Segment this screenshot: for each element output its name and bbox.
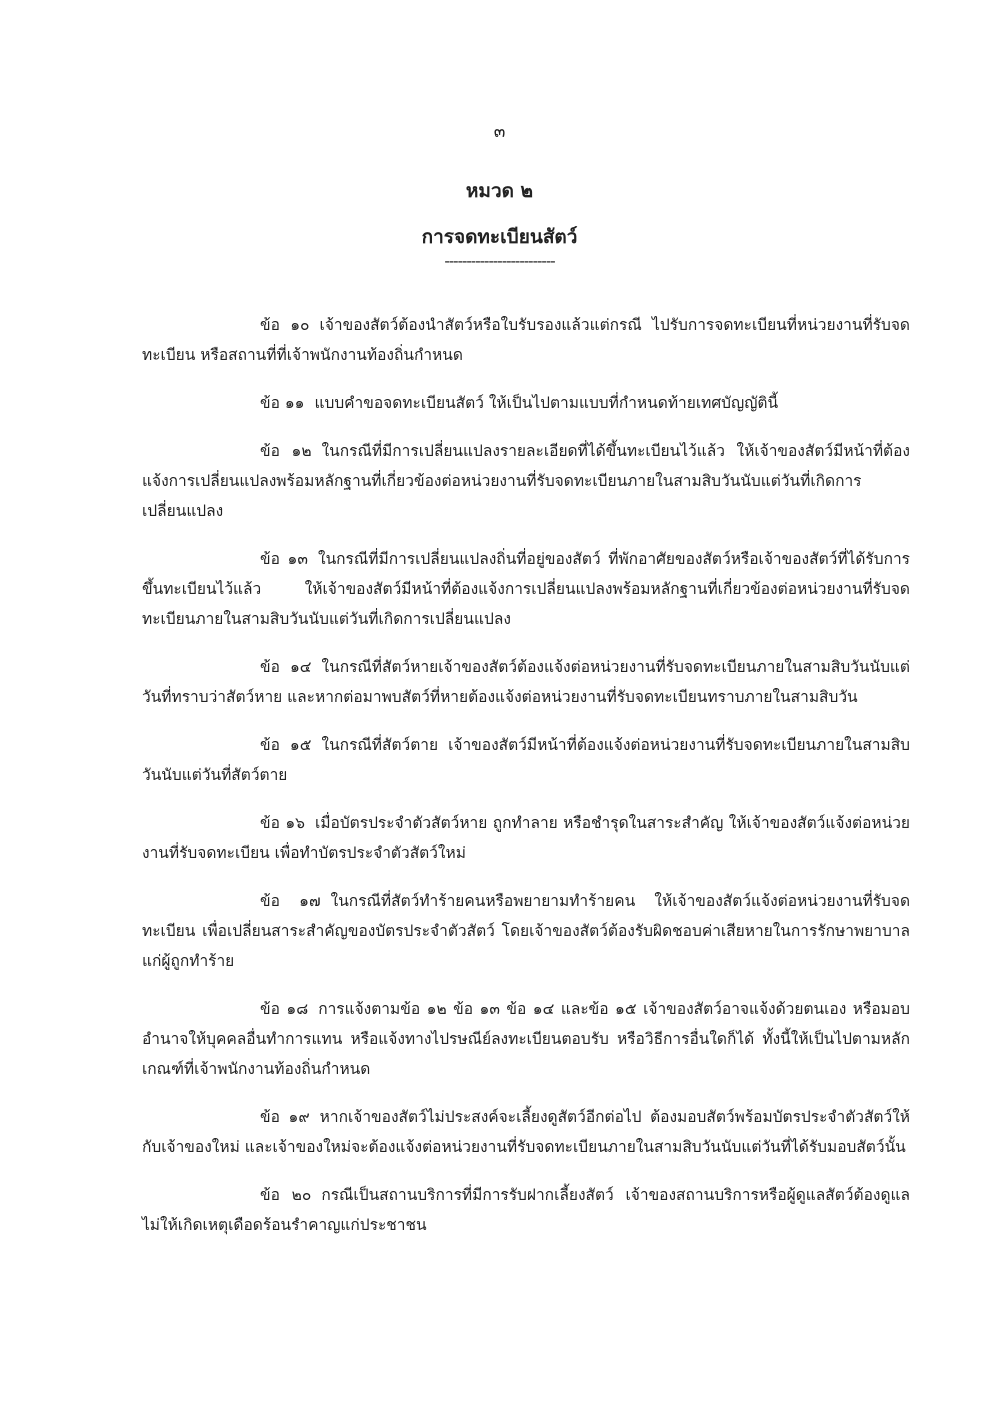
- chapter-title: การจดทะเบียนสัตว์: [421, 226, 578, 248]
- clause-label: ข้อ ๑๐: [260, 316, 310, 334]
- clause-17: [142, 886, 910, 976]
- clause-label: ข้อ ๑๙: [260, 1108, 310, 1126]
- clause-label: ข้อ ๑๕: [260, 736, 312, 754]
- clause-11: [142, 388, 910, 418]
- clause-20: [142, 1180, 910, 1240]
- document-body: [142, 310, 910, 1258]
- clause-label: ข้อ ๑๑: [260, 394, 305, 412]
- clause-16: [142, 808, 910, 868]
- clause-text: เจ้าของสัตว์ต้องนำสัตว์หรือใบรับรองแล้วแต่กรณี ไปรับการจดทะเบียนที่หน่วยงานที่รับจดทะเบียน หรือสถานที่ที่เจ้าพนักงานท้องถิ่นกำหนด: [142, 316, 910, 364]
- clause-18: [142, 994, 910, 1084]
- clause-label: ข้อ ๒๐: [260, 1186, 312, 1204]
- clause-text: การแจ้งตามข้อ ๑๒ ข้อ ๑๓ ข้อ ๑๔ และข้อ ๑๕ เจ้าของสัตว์อาจแจ้งด้วยตนเอง หรือมอบอำนาจให้บุคคลอื่นทำการแทน หรือแจ้งทางไปรษณีย์ลงทะเบียนตอบรับ หรือวิธีการอื่นใดก็ได้ ทั้งนี้ให้เป็นไปตามหลักเกณฑ์ที่เจ้าพนักงานท้องถิ่นกำหนด: [142, 1000, 910, 1078]
- clause-14: [142, 652, 910, 712]
- clause-13: [142, 544, 910, 634]
- clause-10: [142, 310, 910, 370]
- divider-line: -------------------------: [444, 252, 555, 270]
- clause-text: กรณีเป็นสถานบริการที่มีการรับฝากเลี้ยงสัตว์ เจ้าของสถานบริการหรือผู้ดูแลสัตว์ต้องดูแลไม่ให้เกิดเหตุเดือดร้อนรำคาญแก่ประชาชน: [142, 1186, 910, 1234]
- chapter-heading: หมวด ๒: [465, 180, 534, 202]
- clause-label: ข้อ ๑๔: [260, 658, 312, 676]
- clause-text: ในกรณีที่สัตว์ทำร้ายคนหรือพยายามทำร้ายคน ให้เจ้าของสัตว์แจ้งต่อหน่วยงานที่รับจดทะเบียน เพื่อเปลี่ยนสาระสำคัญของบัตรประจำตัวสัตว์ โดยเจ้าของสัตว์ต้องรับผิดชอบค่าเสียหายในการรักษาพยาบาลแก่ผู้ถูกทำร้าย: [142, 892, 911, 970]
- page-number: ๓: [493, 122, 506, 142]
- clause-text: ในกรณีที่สัตว์หายเจ้าของสัตว์ต้องแจ้งต่อหน่วยงานที่รับจดทะเบียนภายในสามสิบวันนับแต่วันที่ทราบว่าสัตว์หาย และหากต่อมาพบสัตว์ที่หายต้องแจ้งต่อหน่วยงานที่รับจดทะเบียนทราบภายในสามสิบวัน: [142, 658, 910, 706]
- clause-label: ข้อ ๑๗: [260, 892, 321, 910]
- clause-15: [142, 730, 910, 790]
- clause-label: ข้อ ๑๖: [260, 814, 306, 832]
- clause-text: หากเจ้าของสัตว์ไม่ประสงค์จะเลี้ยงดูสัตว์อีกต่อไป ต้องมอบสัตว์พร้อมบัตรประจำตัวสัตว์ให้กับเจ้าของใหม่ และเจ้าของใหม่จะต้องแจ้งต่อหน่วยงานที่รับจดทะเบียนภายในสามสิบวันนับแต่วันที่ได้รับมอบสัตว์นั้น: [142, 1108, 910, 1156]
- clause-text: เมื่อบัตรประจำตัวสัตว์หาย ถูกทำลาย หรือชำรุดในสาระสำคัญ ให้เจ้าของสัตว์แจ้งต่อหน่วยงานที่รับจดทะเบียน เพื่อทำบัตรประจำตัวสัตว์ใหม่: [142, 814, 910, 862]
- clause-12: [142, 436, 910, 526]
- clause-text: ในกรณีที่มีการเปลี่ยนแปลงถิ่นที่อยู่ของสัตว์ ที่พักอาศัยของสัตว์หรือเจ้าของสัตว์ที่ได้รับการขึ้นทะเบียนไว้แล้ว ให้เจ้าของสัตว์มีหน้าที่ต้องแจ้งการเปลี่ยนแปลงพร้อมหลักฐานที่เกี่ยวข้องต่อหน่วยงานที่รับจดทะเบียนภายในสามสิบวันนับแต่วันที่เกิดการเปลี่ยนแปลง: [142, 550, 910, 628]
- clause-text: ในกรณีที่มีการเปลี่ยนแปลงรายละเอียดที่ได้ขึ้นทะเบียนไว้แล้ว ให้เจ้าของสัตว์มีหน้าที่ต้องแจ้งการเปลี่ยนแปลงพร้อมหลักฐานที่เกี่ยวข้องต่อหน่วยงานที่รับจดทะเบียนภายในสามสิบวันนับแต่วันที่เกิดการเปลี่ยนแปลง: [142, 442, 911, 520]
- clause-label: ข้อ ๑๒: [260, 442, 312, 460]
- clause-label: ข้อ ๑๓: [260, 550, 308, 568]
- clause-text: แบบคำขอจดทะเบียนสัตว์ ให้เป็นไปตามแบบที่กำหนดท้ายเทศบัญญัตินี้: [314, 394, 779, 412]
- clause-text: ในกรณีที่สัตว์ตาย เจ้าของสัตว์มีหน้าที่ต้องแจ้งต่อหน่วยงานที่รับจดทะเบียนภายในสามสิบวันนับแต่วันที่สัตว์ตาย: [142, 736, 910, 784]
- clause-19: [142, 1102, 910, 1162]
- clause-label: ข้อ ๑๘: [260, 1000, 309, 1018]
